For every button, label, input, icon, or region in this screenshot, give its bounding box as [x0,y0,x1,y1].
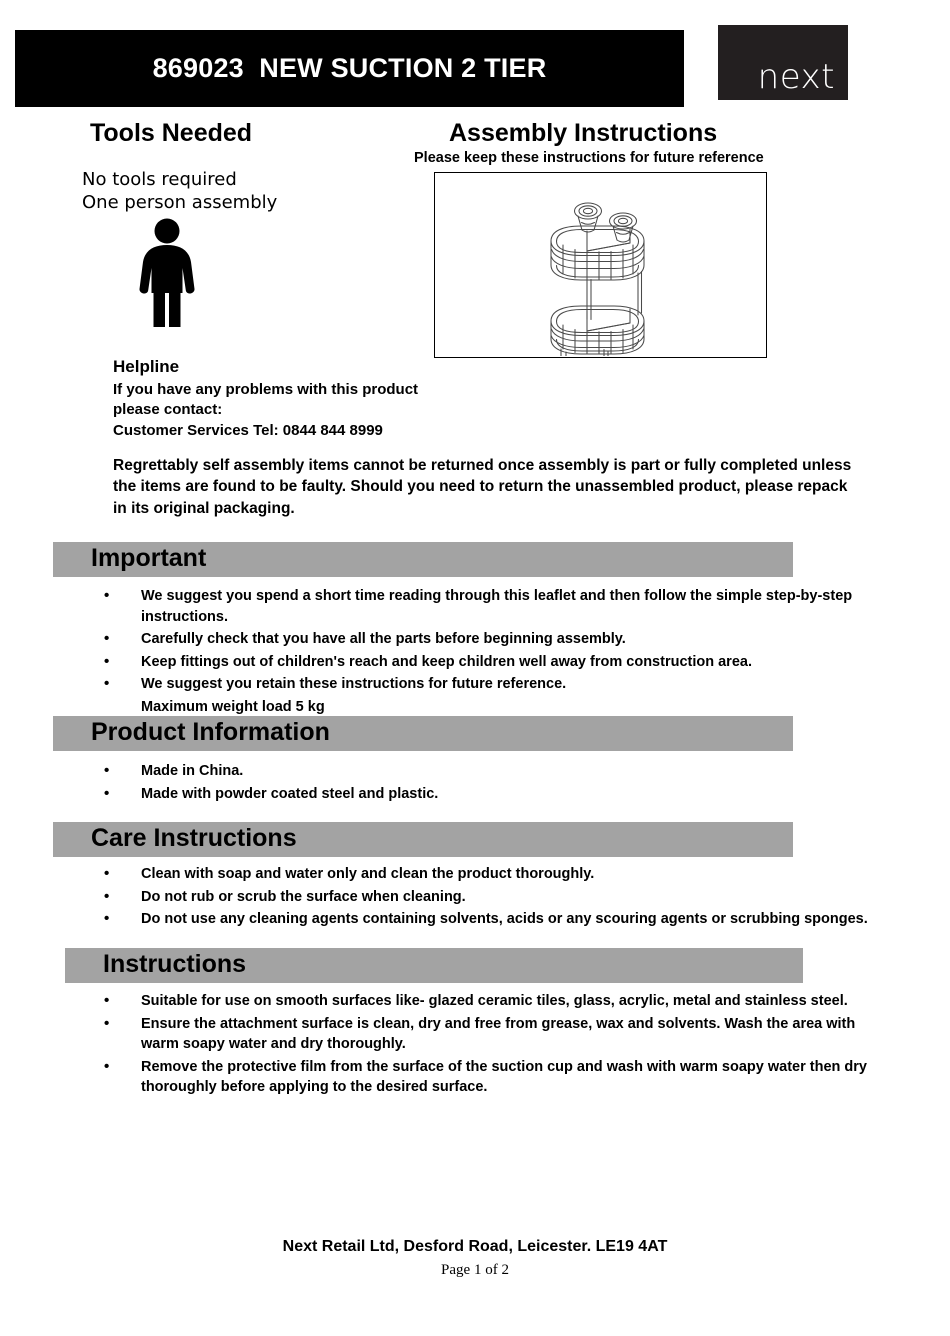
list-item [104,586,894,627]
assembly-instructions-subheading: Please keep these instructions for future reference [414,150,764,166]
brand-wordmark: next [757,57,835,97]
section-title-care-instructions: Care Instructions [91,824,297,852]
list-item-text: We suggest you spend a short time reading through this leaflet and then follow the simple step-by-step instructions. [141,588,853,625]
section-title-important: Important [91,544,207,572]
one-person-assembly-icon [128,218,206,333]
list-item-text: Do not use any cleaning agents containing solvents, acids or any scouring agents or scrubbing sponges. [141,911,868,928]
list-item [104,1057,894,1098]
list-item-text: Made with powder coated steel and plastic. [141,785,439,802]
list-item [104,629,894,650]
list-item-text: Keep fittings out of children's reach and keep children well away from construction area. [141,653,752,670]
section-list-care-instructions [104,864,894,932]
list-item-text: Suitable for use on smooth surfaces like- glazed ceramic tiles, glass, acrylic, metal and stainless steel. [141,993,848,1009]
list-item [104,652,894,673]
product-title-bar [15,30,684,107]
next-brand-logo [718,25,848,100]
section-bar-instructions [65,948,803,983]
tools-line-2: One person assembly [82,192,278,214]
returns-notice-text: Regrettably self assembly items cannot be returned once assembly is part or fully completed unless the items are found to be faulty. Should you need to return the unassembled product, please repack in its original packaging. [113,457,852,517]
list-item [104,674,894,695]
helpline-line-1: If you have any problems with this product [113,381,419,398]
footer-company-address: Next Retail Ltd, Desford Road, Leicester. LE19 4AT [282,1238,668,1255]
list-item-text: Clean with soap and water only and clean the product thoroughly. [141,866,595,882]
helpline-phone: Customer Services Tel: 0844 844 8999 [113,421,383,439]
section-list-product-information [104,761,894,806]
helpline-contact-details [113,380,418,441]
section-bar-important [53,542,793,577]
max-weight-load-text: Maximum weight load 5 kg [141,698,325,715]
max-weight-load-note [104,697,894,718]
tools-line-1: No tools required [82,169,237,190]
footer-page-number: Page 1 of 2 [441,1262,509,1278]
assembly-instructions-heading: Assembly Instructions [449,119,718,147]
product-illustration-frame [434,172,767,358]
section-list-important [104,586,894,719]
list-item [104,887,894,908]
list-item [104,991,894,1012]
list-item [104,784,894,805]
list-item-text: Do not rub or scrub the surface when cleaning. [141,888,466,905]
tools-needed-heading: Tools Needed [90,119,253,147]
helpline-line-2: please contact: [113,401,223,419]
helpline-title: Helpline [113,357,180,376]
section-title-instructions: Instructions [103,950,247,978]
list-item [104,864,894,885]
section-title-product-information: Product Information [91,718,330,746]
list-item [104,1014,894,1055]
section-bar-care-instructions [53,822,793,857]
list-item [104,909,894,930]
list-item-text: Carefully check that you have all the parts before beginning assembly. [141,631,626,648]
section-list-instructions [104,991,894,1100]
section-bar-product-information [53,716,793,751]
product-title-text: 869023 NEW SUCTION 2 TIER [152,53,547,83]
list-item-text: Made in China. [141,763,244,779]
two-tier-suction-shower-caddy-illustration [435,173,765,356]
list-item-text: We suggest you retain these instructions for future reference. [141,676,567,693]
list-item [104,761,894,782]
list-item-text: Ensure the attachment surface is clean, dry and free from grease, wax and solvents. Wash the area with warm soapy water and dry thoroughly. [141,1015,856,1053]
list-item-text: Remove the protective film from the surface of the suction cup and wash with warm soapy water then dry thoroughly before applying to the desired surface. [141,1058,867,1096]
tools-required-text [82,168,277,214]
